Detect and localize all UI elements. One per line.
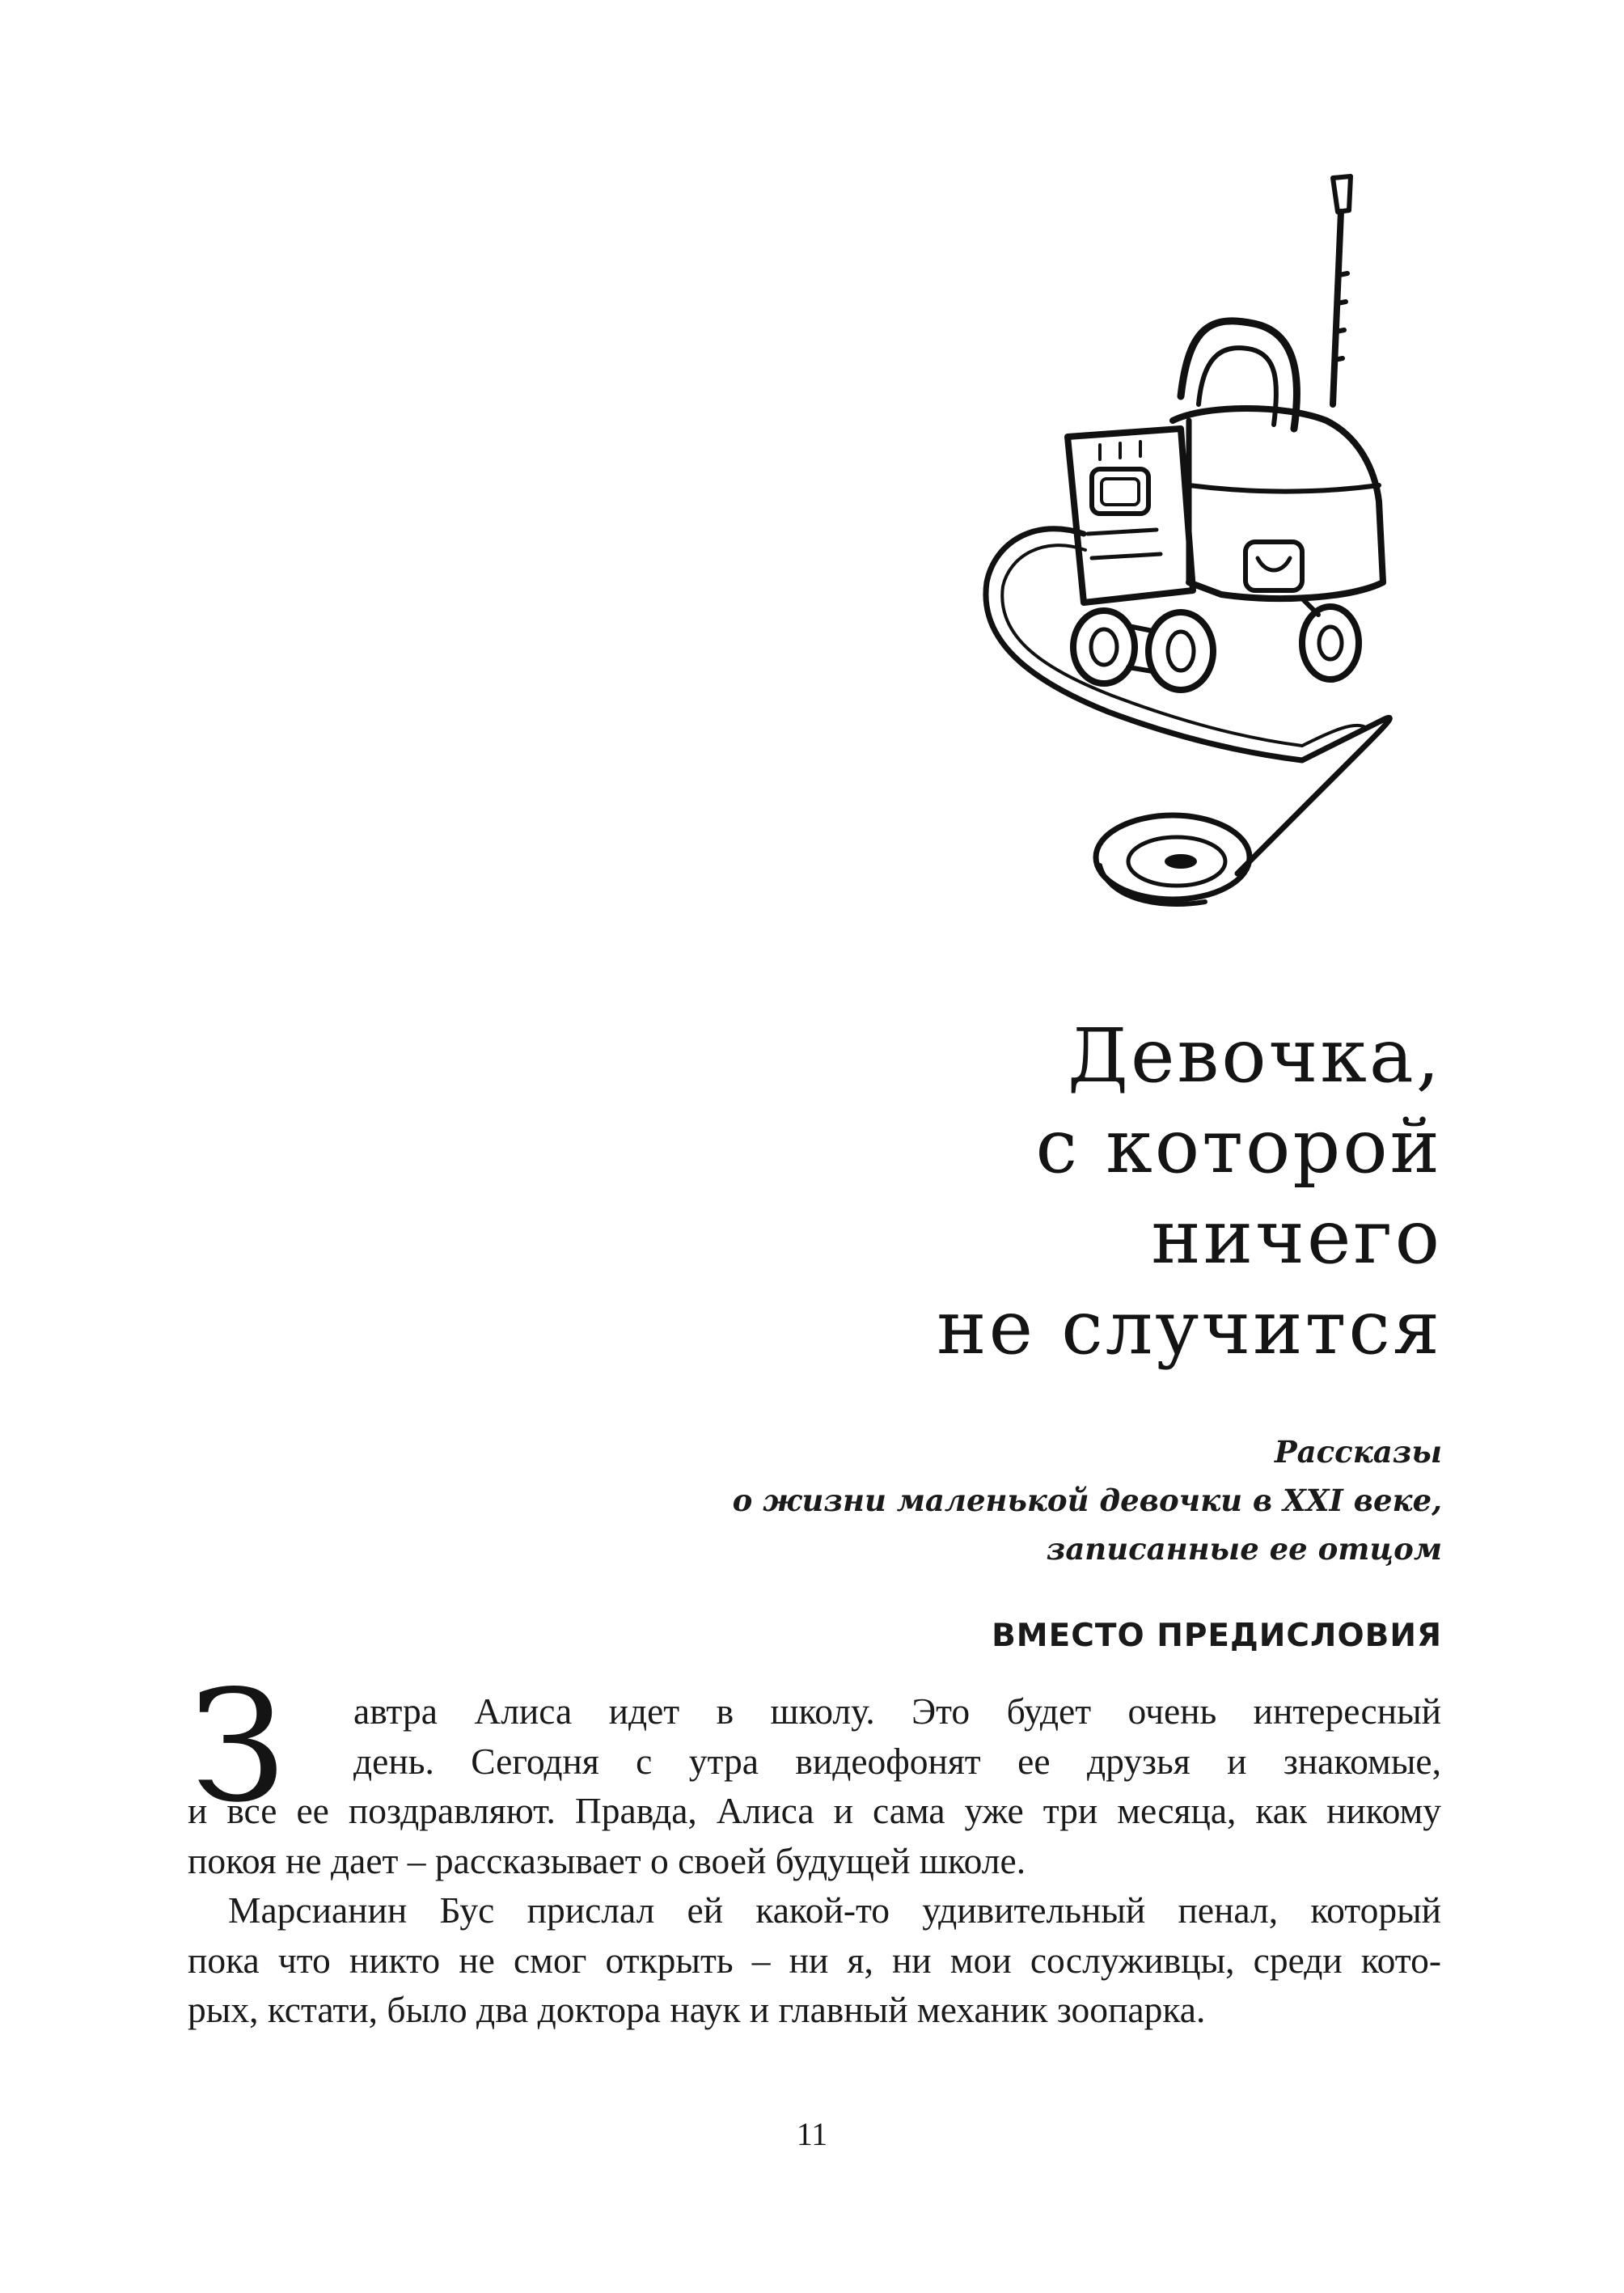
text-line: и все ее поздравляют. Правда, Алиса и сама уже три месяца, как никому: [188, 1790, 1441, 1831]
section-heading: ВМЕСТО ПРЕДИСЛОВИЯ: [992, 1618, 1442, 1654]
page-number: 11: [796, 2116, 828, 2152]
paragraph: [188, 1885, 1441, 2035]
chapter-title: [552, 1011, 1442, 1373]
text-line: рых, кстати, было два доктора наук и главный механик зоопарка.: [188, 1989, 1206, 2030]
chapter-title-line: не случится: [937, 1284, 1442, 1371]
body-text: [188, 1657, 1441, 2035]
text-line: день. Сегодня с утра видеофонят ее друзья и знакомые,: [353, 1740, 1441, 1782]
drop-cap: З: [190, 1657, 286, 1836]
chapter-title-line: ничего: [1151, 1194, 1442, 1280]
subtitle-line: записанные ее отцом: [1046, 1531, 1442, 1567]
subtitle-line: Рассказы: [1274, 1434, 1442, 1470]
vacuum-robot-illustration: [946, 162, 1464, 938]
text-line: автра Алиса идет в школу. Это будет очень интересный: [353, 1690, 1441, 1732]
subtitle-line: о жизни маленькой девочки в XXI веке,: [732, 1483, 1442, 1518]
text-line: покоя не дает – рассказывает о своей будущей школе.: [188, 1839, 1026, 1881]
chapter-title-line: Девочка,: [1068, 1013, 1442, 1099]
text-line: Марсианин Бус прислал ей какой-то удивительный пенал, который: [228, 1889, 1441, 1931]
chapter-subtitle: [552, 1428, 1442, 1573]
paragraph: [188, 1657, 1441, 1885]
chapter-title-line: с которой: [1035, 1103, 1442, 1190]
text-line: пока что никто не смог открыть – ни я, ни мои сослуживцы, среди кото-: [188, 1939, 1441, 1981]
